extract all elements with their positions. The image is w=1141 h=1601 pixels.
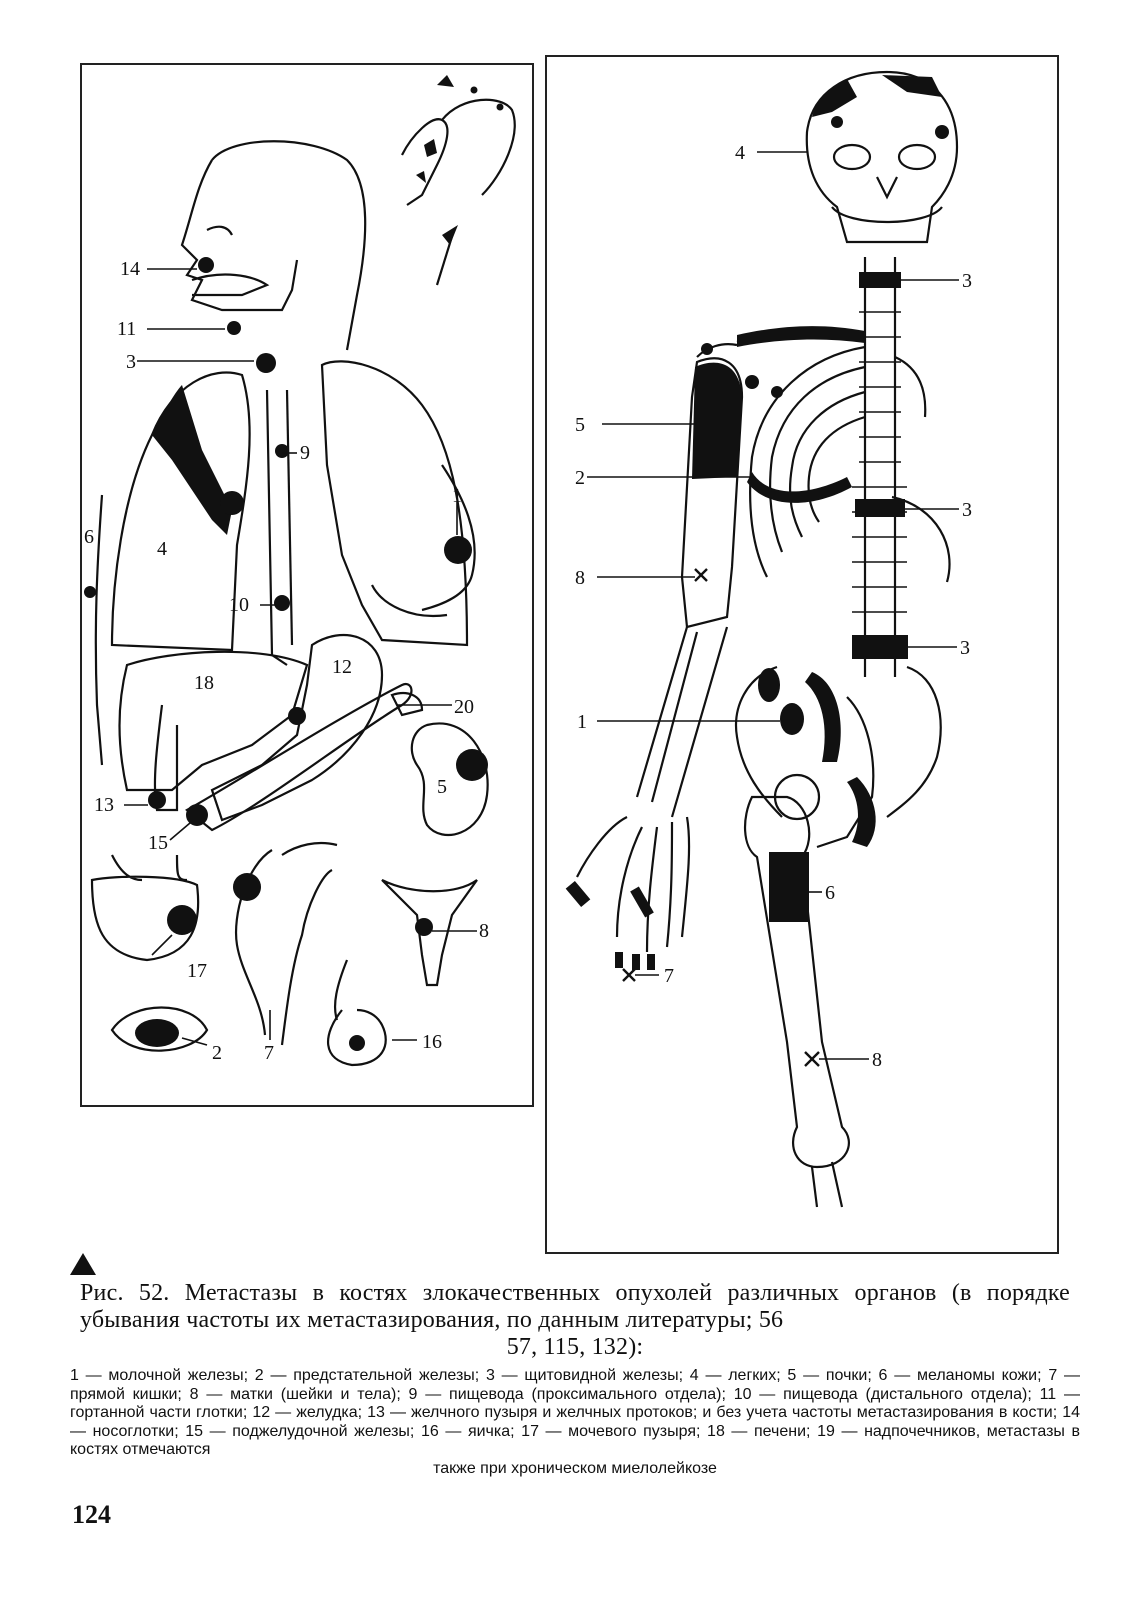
- label-7: 7: [264, 1042, 274, 1064]
- figure-legend: [70, 1367, 1080, 1478]
- page-number: 124: [72, 1500, 111, 1529]
- metastasis-spot: [198, 257, 214, 273]
- skull-metastasis: [812, 79, 857, 117]
- label-5: 5: [437, 776, 447, 798]
- stomach-outline: [212, 635, 382, 820]
- organs-illustration: [82, 65, 532, 1105]
- metastasis-spot: [288, 707, 306, 725]
- metastasis-spot: [227, 321, 241, 335]
- metastasis-spot: [148, 791, 166, 809]
- label-8: 8: [479, 920, 489, 942]
- metastasis-spot: [167, 905, 197, 935]
- label-16: 16: [422, 1031, 442, 1053]
- label-3: 3: [960, 637, 970, 659]
- label-2: 2: [575, 467, 585, 489]
- metastasis-spot: [349, 1035, 365, 1051]
- label-8: 8: [872, 1049, 882, 1071]
- figure-caption: [80, 1280, 1070, 1361]
- vertebra-metastasis-cervical: [859, 272, 901, 288]
- label-13: 13: [94, 794, 114, 816]
- label-15: 15: [148, 832, 168, 854]
- label-14: 14: [120, 258, 140, 280]
- label-1: 1: [577, 711, 587, 733]
- label-6: 6: [84, 526, 94, 548]
- vertebra-metastasis-lumbar: [852, 635, 908, 659]
- organs-panel: [80, 63, 534, 1107]
- clavicle-metastasis: [737, 326, 865, 347]
- label-4: 4: [735, 142, 745, 164]
- label-3: 3: [962, 499, 972, 521]
- skeleton-panel: [545, 55, 1059, 1254]
- skeleton-illustration: [547, 57, 1057, 1252]
- metastasis-spot: [256, 353, 276, 373]
- vertebra-metastasis-thoracic: [855, 499, 905, 517]
- femur-metastasis: [769, 852, 809, 922]
- label-18: 18: [194, 672, 214, 694]
- triangle-marker: [70, 1253, 96, 1275]
- caption-line-1: Рис. 52. Метастазы в костях злокачественных опухолей различных органов (в порядке убывания частоты их метастазирования, по данным литературы; 56: [80, 1280, 1070, 1333]
- lung-shaded-region: [152, 385, 232, 535]
- label-12: 12: [332, 656, 352, 678]
- metastasis-spot: [444, 536, 472, 564]
- label-9: 9: [300, 442, 310, 464]
- label-4: 4: [157, 538, 167, 560]
- face-profile: [182, 160, 297, 310]
- label-20: 20: [454, 696, 474, 718]
- label-3: 3: [962, 270, 972, 292]
- label-11: 11: [117, 318, 137, 340]
- label-7: 7: [664, 965, 674, 987]
- metastasis-spot: [274, 595, 290, 611]
- metastasis-spot: [415, 918, 433, 936]
- label-17: 17: [187, 960, 207, 982]
- metastasis-spot: [233, 873, 261, 901]
- label-3: 3: [126, 351, 136, 373]
- rib-metastasis: [747, 472, 852, 503]
- spine: [865, 257, 895, 677]
- legend-text: 1 — молочной железы; 2 — предстательной железы; 3 — щитовидной железы; 4 — легких; 5 — почки; 6 — меланомы кожи; 7 — прямой кишки; 8 — матки (шейки и тела); 9 — пищевода (проксимального отдела); 10 — пищевода (дистального отдела); 11 — гортанной части глотки; 12 — желудка; 13 — желчного пузыря и желчных протоков; и без учета частоты метастазирования в кости; 14 — носоглотки; 15 — поджелудочной железы; 16 — яичка; 17 — мочевого пузыря; 18 — печени; 19 — надпочечников, метастазы в костях отмечаются: [70, 1367, 1080, 1458]
- humerus-metastasis: [692, 363, 742, 479]
- metastasis-spot: [84, 586, 96, 598]
- label-8: 8: [575, 567, 585, 589]
- head-outline: [212, 141, 365, 350]
- label-5: 5: [575, 414, 585, 436]
- metastasis-spot: [220, 491, 244, 515]
- label-1: 1: [452, 485, 462, 507]
- metastasis-spot: [275, 444, 289, 458]
- label-6: 6: [825, 882, 835, 904]
- label-10: 10: [229, 594, 249, 616]
- label-2: 2: [212, 1042, 222, 1064]
- metastasis-spot: [135, 1019, 179, 1047]
- metastasis-spot: [456, 749, 488, 781]
- caption-line-2: 57, 115, 132):: [506, 1334, 644, 1360]
- legend-last-line: также при хроническом миелолейкозе: [433, 1459, 717, 1477]
